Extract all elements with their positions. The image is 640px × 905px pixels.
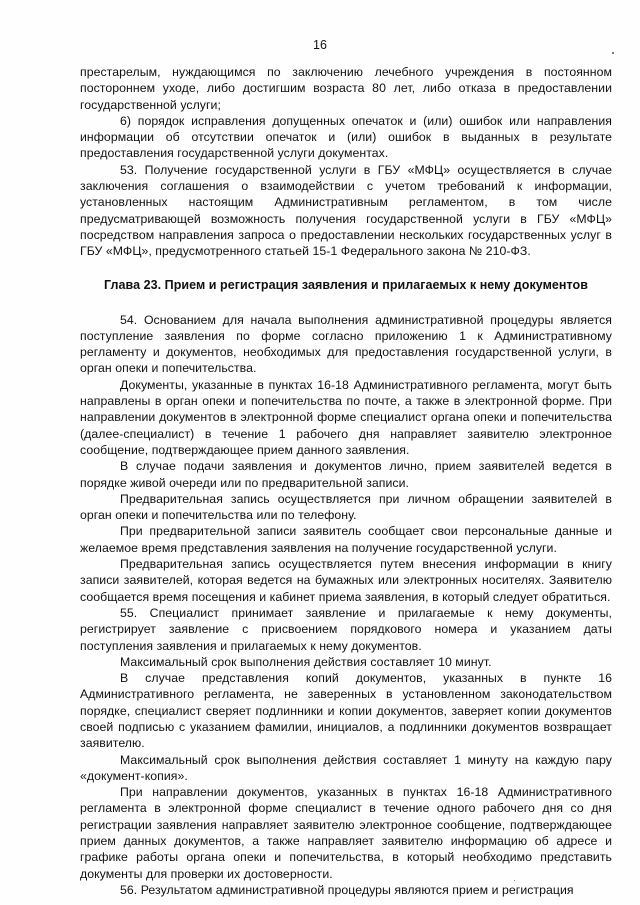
paragraph-53: 53. Получение государственной услуги в ГБУ «МФЦ» осуществляется в случае заключения соглашения о взаимодействии с учетом требований к информации, установленных настоящим Административным регламентом, в том числе предусматривающей возможность получения государственной услуги в ГБУ «МФЦ» посредством направления запроса о предоставлении нескольких государственных услуг в ГБУ «МФЦ», предусмотренного статьей 15-1 Федерального закона № 210-ФЗ.	[80, 162, 612, 259]
paragraph-electronic-docs: При направлении документов, указанных в пунктах 16-18 Административного регламента в электронной форме специалист в течение одного рабочего дня со дня регистрации заявления направляет заявителю электронное сообщение, подтверждающее прием данных документов, а также направляет заявителю информацию об адресе и графике работы органа опеки и попечительства, в который необходимо представить документы для проверки их достоверности.	[80, 785, 612, 881]
paragraph-item-6: 6) порядок исправления допущенных опечаток и (или) ошибок или направления информации об отсутствии опечаток и (или) ошибок в выданных в результате предоставления государственной услуги документах.	[80, 113, 612, 161]
paragraph-continuation: престарелым, нуждающимся по заключению лечебного учреждения в постоянном постороннем уходе, либо достигшим возраста 80 лет, либо отказа в предоставлении государственной услуги;	[80, 65, 612, 112]
paragraph-56: 56. Результатом административной процедуры являются прием и регистрация	[120, 882, 574, 897]
scan-speck	[514, 880, 515, 881]
scan-speck	[612, 52, 614, 54]
paragraph-max-time-1: Максимальный срок выполнения действия составляет 1 минуту на каждую пару «документ-копия».	[80, 752, 612, 783]
page-number: 16	[313, 38, 327, 52]
paragraph-55: 55. Специалист принимает заявление и прилагаемые к нему документы, регистрирует заявление с присвоением порядкового номера и указанием даты поступления заявления и прилагаемых к нему документов.	[80, 605, 612, 653]
chapter-heading: Глава 23. Прием и регистрация заявления и прилагаемых к нему документов	[104, 277, 588, 292]
paragraph-applicant-data: При предварительной записи заявитель сообщает свои персональные данные и желаемое время представления заявления на получение государственной услуги.	[80, 524, 612, 555]
paragraph-personal-submission: В случае подачи заявления и документов лично, прием заявителей ведется в порядке живой очереди или по предварительной записи.	[80, 459, 612, 490]
paragraph-documents: Документы, указанные в пунктах 16-18 Административного регламента, могут быть направлены в орган опеки и попечительства по почте, а также в электронной форме. При направлении документов в электронной форме специалист органа опеки и попечительства (далее-специалист) в течение 1 рабочего дня направляет заявителю электронное сообщение, подтверждающее прием данного заявления.	[80, 377, 612, 457]
paragraph-54: 54. Основанием для начала выполнения административной процедуры является поступление заявления по форме согласно приложению 1 к Административному регламенту и документов, необходимых для предоставления государственной услуги, в орган опеки и попечительства.	[80, 312, 612, 376]
paragraph-preliminary-record: Предварительная запись осуществляется при личном обращении заявителей в орган опеки и попечительства или по телефону.	[80, 491, 612, 523]
document-body	[80, 64, 612, 898]
paragraph-max-time-10: Максимальный срок выполнения действия составляет 10 минут.	[120, 654, 492, 669]
paragraph-record-book: Предварительная запись осуществляется путем внесения информации в книгу записи заявителей, которая ведется на бумажных или электронных носителях. Заявителю сообщается время посещения и кабинет приема заявления, в который следует обратиться.	[80, 557, 612, 604]
paragraph-copies: В случае представления копий документов, указанных в пункте 16 Административного регламента, не заверенных в установленном законодательством порядке, специалист сверяет подлинники и копии документов, заверяет копии документов своей подписью с указанием фамилии, инициалов, а подлинники документов возвращает заявителю.	[80, 671, 612, 751]
